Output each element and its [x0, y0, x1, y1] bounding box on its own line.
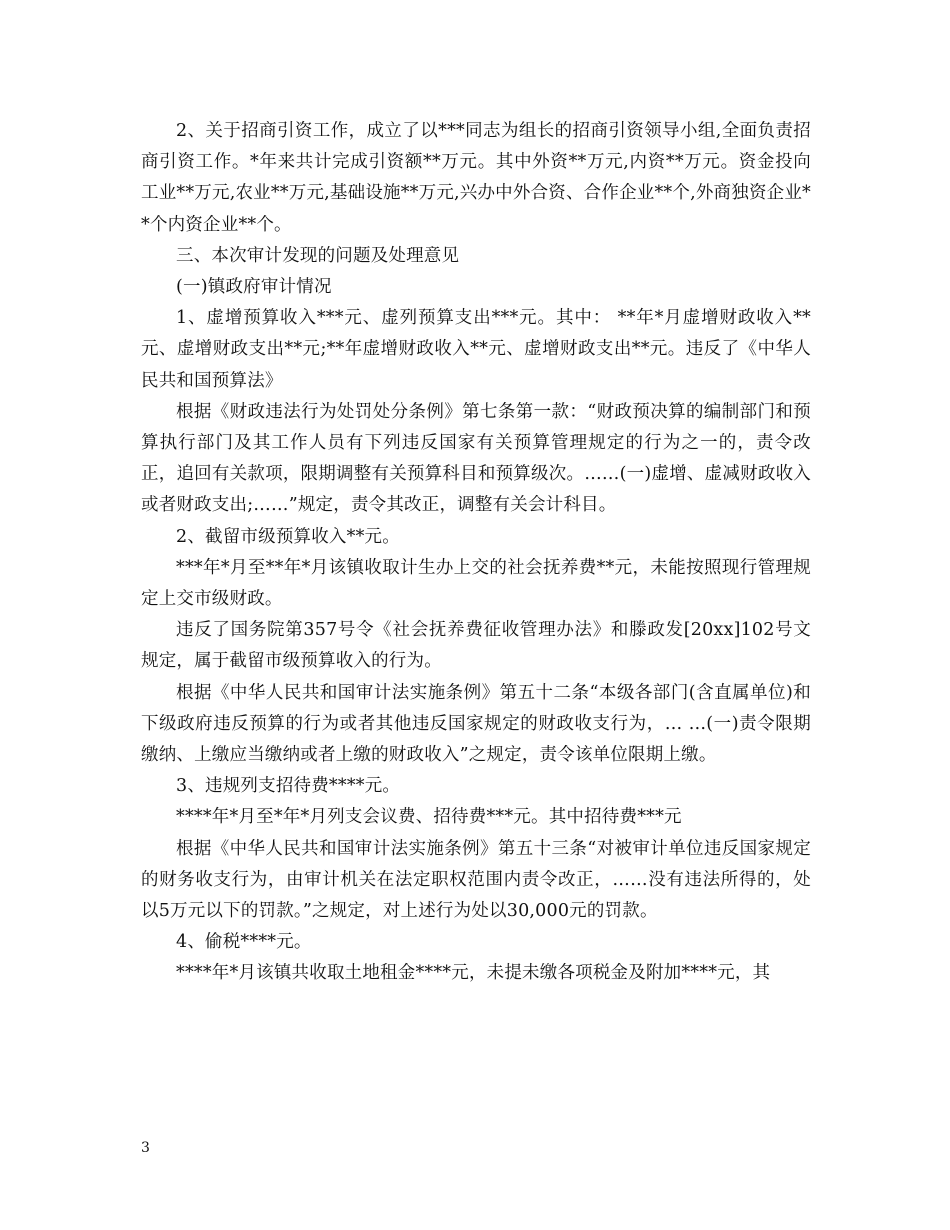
paragraph-social-fee-collection: ***年*月至**年*月该镇收取计生办上交的社会抚养费**元，未能按照现行管理规定上交市级财政。: [141, 557, 811, 610]
paragraph-fiscal-violation-basis: 根据《财政违法行为处罚处分条例》第七条第一款：“财政预决算的编制部门和预算执行部门及其工作人员有下列违反国家有关预算管理规定的行为之一的，责令改正，追回有关款项，限期调整有关预算科目和预算级次。……(一)虚增、虚减财政收入或者财政支出;……”规定，责令其改正，调整有关会计科目。: [141, 401, 811, 516]
paragraph-hospitality-expense-heading: 3、违规列支招待费****元。: [176, 776, 401, 797]
paragraph-tax-evasion-heading: 4、偷税****元。: [176, 932, 312, 953]
paragraph-article-53-basis: 根据《中华人民共和国审计法实施条例》第五十三条“对被审计单位违反国家规定的财务收支行为，由审计机关在法定职权范围内责令改正，……没有违法所得的，处以5万元以下的罚款。”之规定，对上述行为处以30,000元的罚款。: [141, 838, 811, 922]
paragraph-article-52-basis: 根据《中华人民共和国审计法实施条例》第五十二条“本级各部门(含直属单位)和下级政府违反预算的行为或者其他违反国家规定的财政收支行为，… …(一)责令限期缴纳、上缴应当缴纳或者上缴的财政收入”之规定，责令该单位限期上缴。: [141, 682, 811, 766]
subsection-heading-town-government: (一)镇政府审计情况: [176, 277, 332, 298]
document-body: [141, 116, 811, 990]
paragraph-retained-revenue-heading: 2、截留市级预算收入**元。: [176, 526, 400, 547]
page-number: 3: [141, 1140, 150, 1156]
paragraph-meeting-expense: ****年*月至*年*月列支会议费、招待费***元。其中招待费***元: [176, 807, 682, 828]
paragraph-decree-violation: 违反了国务院第357号令《社会抚养费征收管理办法》和滕政发[20xx]102号文规定，属于截留市级预算收入的行为。: [141, 620, 811, 672]
section-heading-audit-issues: 三、本次审计发现的问题及处理意见: [176, 245, 460, 266]
paragraph-inflated-budget: 1、虚增预算收入***元、虚列预算支出***元。其中： **年*月虚增财政收入**元、虚增财政支出**元;**年虚增财政收入**元、虚增财政支出**元。违反了《中华人民共和国预算法》: [141, 308, 811, 391]
paragraph-land-rent: ****年*月该镇共收取土地租金****元，未提未缴各项税金及附加****元，其: [176, 963, 771, 984]
paragraph-investment-work: 2、关于招商引资工作，成立了以***同志为组长的招商引资领导小组,全面负责招商引资工作。*年来共计完成引资额**万元。其中外资**万元,内资**万元。资金投向工业**万元,农业**万元,基础设施**万元,兴办中外合资、合作企业**个,外商独资企业**个内资企业**个。: [141, 121, 811, 235]
